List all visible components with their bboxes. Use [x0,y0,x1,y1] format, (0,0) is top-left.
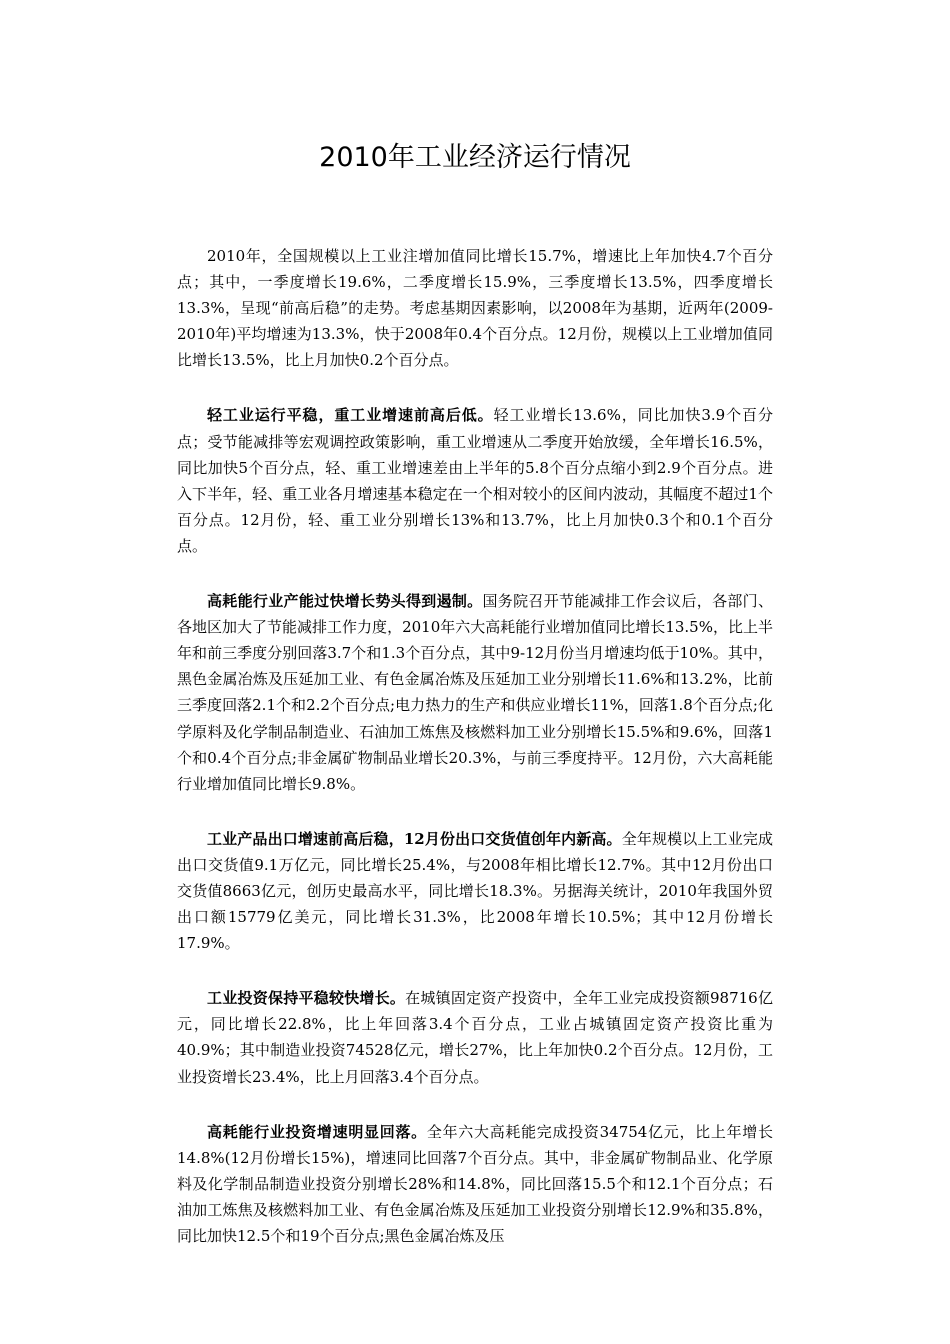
paragraph-lead: 高耗能行业投资增速明显回落。 [207,1122,427,1141]
paragraph-exports [177,826,773,956]
paragraph-industrial-investment [177,985,773,1089]
paragraph-high-energy-industries [177,588,773,797]
paragraph-high-energy-investment [177,1119,773,1249]
document-title: 2010年工业经济运行情况 [319,142,631,173]
paragraph-text: 国务院召开节能减排工作会议后，各部门、各地区加大了节能减排工作力度，2010年六大高耗能行业增加值同比增长13.5%，比上半年和前三季度分别回落3.7个和1.3个百分点，其中9-12月份当月增速均低于10%。其中，黑色金属冶炼及压延加工业、有色金属冶炼及压延加工业分别增长11.6%和13.2%，比前三季度回落2.1个和2.2个百分点;电力热力的生产和供应业增长11%，回落1.8个百分点;化学原料及化学制品制造业、石油加工炼焦及核燃料加工业分别增长15.5%和9.6%，回落1个和0.4个百分点;非金属矿物制品业增长20.3%，与前三季度持平。12月份，六大高耗能行业增加值同比增长9.8%。 [177,592,773,793]
paragraph-overview [177,243,773,373]
paragraph-light-heavy-industry [177,402,773,559]
paragraph-lead: 高耗能行业产能过快增长势头得到遏制。 [207,592,483,611]
document-body [177,243,773,1278]
paragraph-text: 全年规模以上工业完成出口交货值9.1万亿元，同比增长25.4%，与2008年相比增长12.7%。其中12月份出口交货值8663亿元，创历史最高水平，同比增长18.3%。另据海关统计，2010年我国外贸出口额15779亿美元，同比增长31.3%，比2008年增长10.5%；其中12月份增长17.9%。 [177,829,773,953]
paragraph-text: 在城镇固定资产投资中，全年工业完成投资额98716亿元，同比增长22.8%，比上年回落3.4个百分点，工业占城镇固定资产投资比重为40.9%；其中制造业投资74528亿元，增长27%，比上年加快0.2个百分点。12月份，工业投资增长23.4%，比上月回落3.4个百分点。 [177,989,773,1086]
paragraph-lead: 工业产品出口增速前高后稳，12月份出口交货值创年内新高。 [207,829,622,848]
paragraph-text: 轻工业增长13.6%，同比加快3.9个百分点；受节能减排等宏观调控政策影响，重工业增速从二季度开始放缓，全年增长16.5%，同比加快5个百分点，轻、重工业增速差由上半年的5.8个百分点缩小到2.9个百分点。进入下半年，轻、重工业各月增速基本稳定在一个相对较小的区间内波动，其幅度不超过1个百分点。12月份，轻、重工业分别增长13%和13.7%，比上月加快0.3个和0.1个百分点。 [177,406,773,555]
paragraph-text: 2010年，全国规模以上工业注增加值同比增长15.7%，增速比上年加快4.7个百分点；其中，一季度增长19.6%，二季度增长15.9%，三季度增长13.5%，四季度增长13.3%，呈现“前高后稳”的走势。考虑基期因素影响，以2008年为基期，近两年(2009-2010年)平均增速为13.3%，快于2008年0.4个百分点。12月份，规模以上工业增加值同比增长13.5%，比上月加快0.2个百分点。 [177,247,773,370]
paragraph-lead: 工业投资保持平稳较快增长。 [207,989,406,1008]
paragraph-text: 全年六大高耗能完成投资34754亿元，比上年增长14.8%(12月份增长15%)，增速同比回落7个百分点。其中，非金属矿物制品业、化学原料及化学制品制造业投资分别增长28%和14.8%，同比回落15.5个和12.1个百分点；石油加工炼焦及核燃料加工业、有色金属冶炼及压延加工业投资分别增长12.9%和35.8%，同比加快12.5个和19个百分点;黑色金属冶炼及压 [177,1122,773,1245]
paragraph-lead: 轻工业运行平稳，重工业增速前高后低。 [207,406,494,425]
